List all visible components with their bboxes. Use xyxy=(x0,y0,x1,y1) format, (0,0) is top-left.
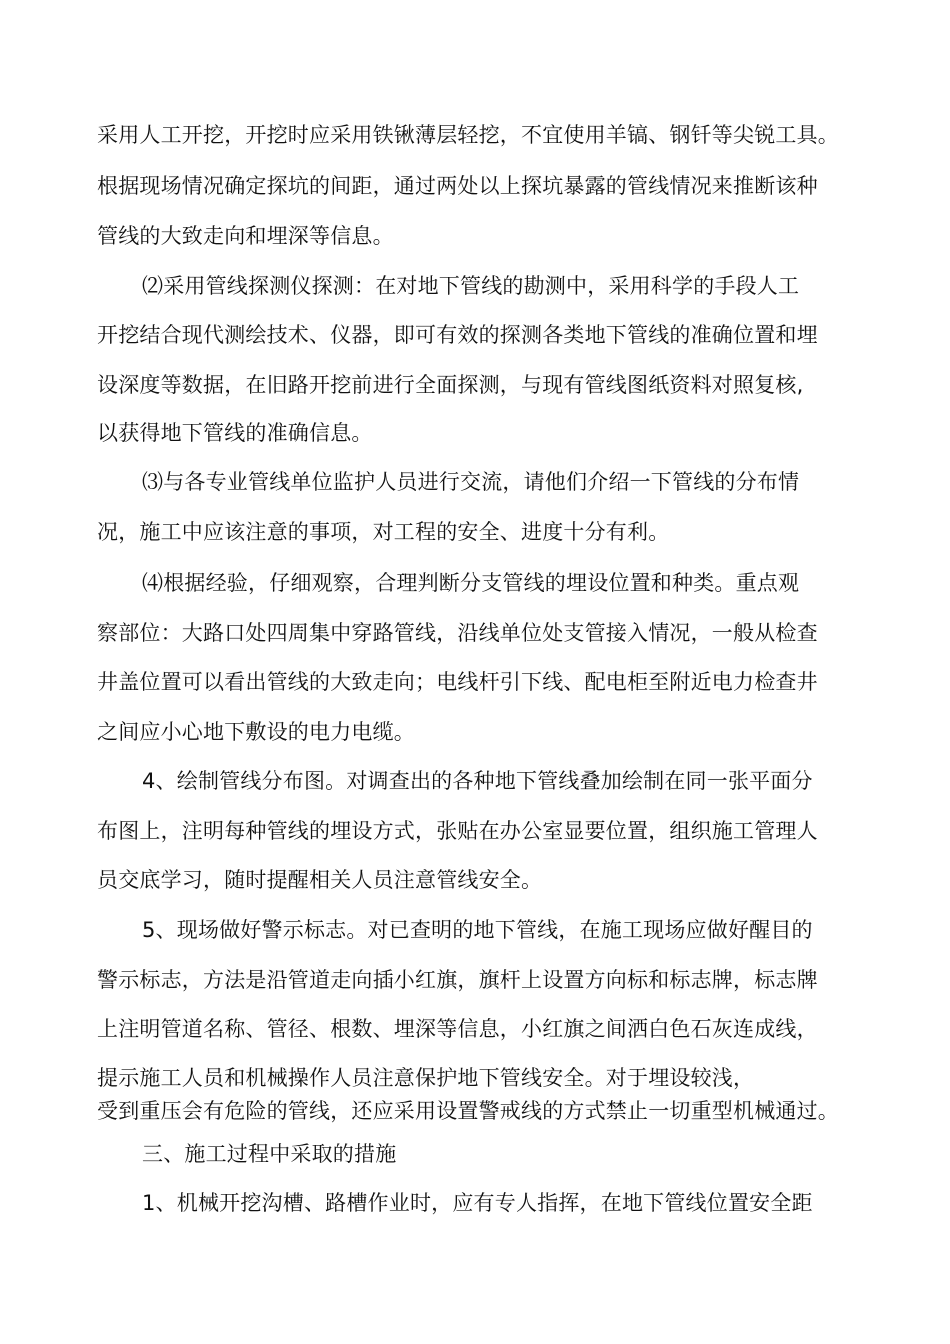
section-heading: 三、施工过程中采取的措施 xyxy=(142,1142,397,1166)
text-line: ⑵采用管线探测仪探测：在对地下管线的勘测中，采用科学的手段人工 xyxy=(142,274,800,298)
text-line: 根据现场情况确定探坑的间距，通过两处以上探坑暴露的管线情况来推断该种 xyxy=(97,174,818,198)
text-line: 5、现场做好警示标志。对已查明的地下管线，在施工现场应做好醒目的 xyxy=(142,918,813,942)
text-line: 上注明管道名称、管径、根数、埋深等信息，小红旗之间洒白色石灰连成线， xyxy=(97,1017,818,1041)
text-line: ⑷根据经验，仔细观察，合理判断分支管线的埋设位置和种类。重点观 xyxy=(142,571,800,595)
text-line: 况，施工中应该注意的事项，对工程的安全、进度十分有利。 xyxy=(97,520,670,544)
text-line: 采用人工开挖，开挖时应采用铁锹薄层轻挖，不宜使用羊镐、钢钎等尖锐工具。 xyxy=(97,123,839,147)
text-line: 以获得地下管线的准确信息。 xyxy=(97,421,373,445)
text-line: 之间应小心地下敷设的电力电缆。 xyxy=(97,720,415,744)
text-line: 4、绘制管线分布图。对调查出的各种地下管线叠加绘制在同一张平面分 xyxy=(142,769,813,793)
text-line: 井盖位置可以看出管线的大致走向；电线杆引下线、配电柜至附近电力检查井 xyxy=(97,670,818,694)
text-line: 员交底学习，随时提醒相关人员注意管线安全。 xyxy=(97,868,543,892)
text-line: 1、机械开挖沟槽、路槽作业时，应有专人指挥，在地下管线位置安全距 xyxy=(142,1191,813,1215)
text-line: ⑶与各专业管线单位监护人员进行交流，请他们介绍一下管线的分布情 xyxy=(142,470,800,494)
text-line: 警示标志，方法是沿管道走向插小红旗，旗杆上设置方向标和标志牌，标志牌 xyxy=(97,968,818,992)
text-line: 提示施工人员和机械操作人员注意保护地下管线安全。对于埋设较浅， xyxy=(97,1066,755,1090)
text-line: 设深度等数据，在旧路开挖前进行全面探测，与现有管线图纸资料对照复核, xyxy=(97,373,804,397)
text-line: 管线的大致走向和埋深等信息。 xyxy=(97,224,394,248)
text-line: 布图上，注明每种管线的埋设方式，张贴在办公室显要位置，组织施工管理人 xyxy=(97,819,818,843)
text-line: 察部位：大路口处四周集中穿路管线，沿线单位处支管接入情况，一般从检查 xyxy=(97,621,818,645)
text-line: 受到重压会有危险的管线，还应采用设置警戒线的方式禁止一切重型机械通过。 xyxy=(97,1099,839,1123)
text-line: 开挖结合现代测绘技术、仪器，即可有效的探测各类地下管线的准确位置和埋 xyxy=(97,323,818,347)
